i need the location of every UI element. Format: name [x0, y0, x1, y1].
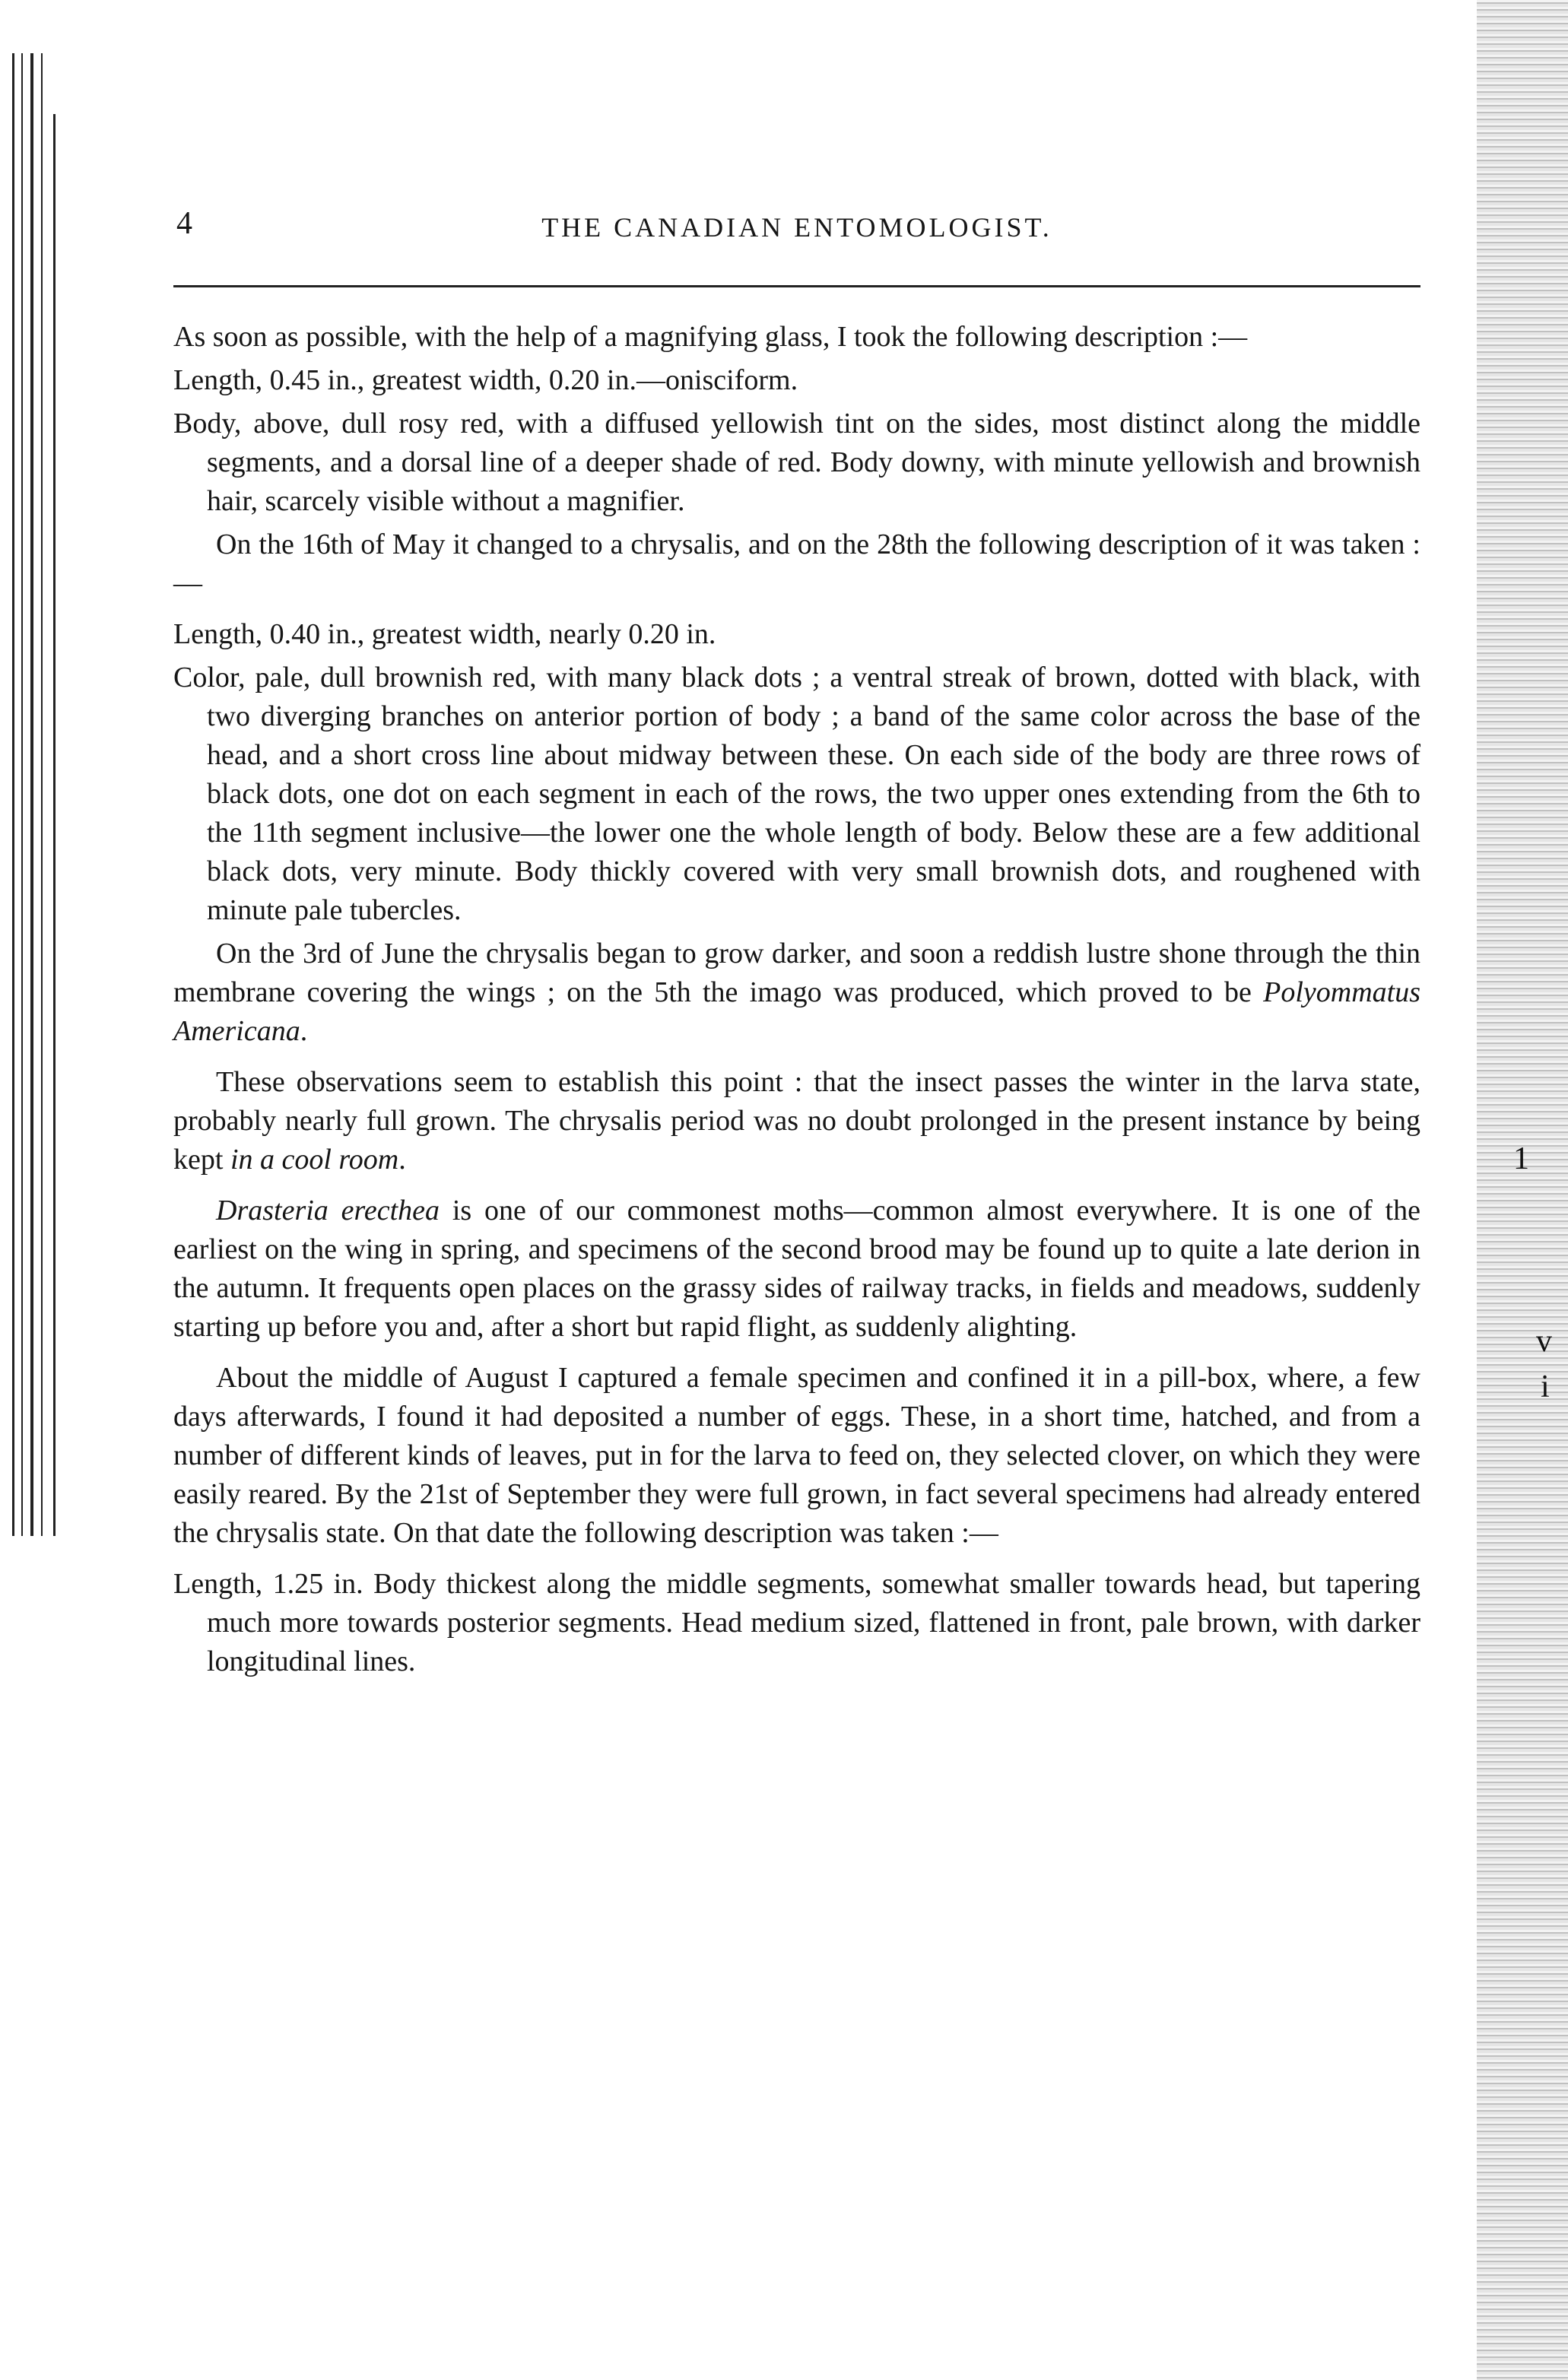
scan-page-edge [1477, 0, 1568, 2380]
species-name: Polyommatus Americana [173, 976, 1420, 1047]
header-rule [173, 285, 1420, 287]
species-name: Drasteria erecthea [216, 1195, 440, 1226]
article-body [173, 318, 1420, 1686]
paragraph: About the middle of August I captured a female specimen and confined it in a pill-box, where, a few days afterwards, I found it had deposited a number of eggs. These, in a short time, hatched, and from a number of different kinds of leaves, put in for the larva to feed on, they selected clover, on which they were easily reared. By the 21st of September they were full grown, in fact several specimens had already entered the chrysalis state. On that date the following description was taken :— [173, 1362, 1420, 1549]
margin-mark: 1 [1513, 1141, 1529, 1176]
paragraph: Color, pale, dull brownish red, with many black dots ; a ventral streak of brown, dotted with black, with two diverging branches on anterior portion of body ; a band of the same color across the base of the head, and a short cross line about midway between these. On each side of the body are three rows of black dots, one dot on each segment in each of the rows, the two upper ones extending from the 6th to the 11th segment inclusive—the lower one the whole length of body. Below these are a few additional black dots, very minute. Body thickly covered with very small brownish dots, and roughened with minute pale tubercles. [173, 662, 1420, 926]
page-header [173, 205, 1420, 251]
paragraph: On the 16th of May it changed to a chrysalis, and on the 28th the following description of it was taken :— [173, 528, 1420, 599]
margin-mark: i [1541, 1369, 1550, 1404]
scan-binding-edge [8, 53, 61, 1536]
paragraph: Length, 0.40 in., greatest width, nearly 0.20 in. [173, 618, 716, 650]
margin-mark: v [1536, 1324, 1552, 1359]
paragraph: Length, 1.25 in. Body thickest along the middle segments, somewhat smaller towards head, but tapering much more towards posterior segments. Head medium sized, flattened in front, pale brown, with darker longitudinal lines. [173, 1568, 1420, 1677]
page-number: 4 [176, 206, 192, 241]
paragraph: As soon as possible, with the help of a magnifying glass, I took the following description :— [173, 321, 1248, 353]
paragraph: Drasteria erecthea is one of our commonest moths—common almost everywhere. It is one of the earliest on the wing in spring, and specimens of the second brood may be found up to quite a late derion in the autumn. It frequents open places on the grassy sides of railway tracks, in fields and meadows, suddenly starting up before you and, after a short but rapid flight, as suddenly alighting. [173, 1195, 1420, 1343]
emphasis: in a cool room [230, 1144, 399, 1176]
paragraph: Body, above, dull rosy red, with a diffused yellowish tint on the sides, most distinct along the middle segments, and a dorsal line of a deeper shade of red. Body downy, with minute yellowish and brownish hair, scarcely visible without a magnifier. [173, 408, 1420, 517]
running-head: THE CANADIAN ENTOMOLOGIST. [541, 212, 1052, 243]
paragraph: These observations seem to establish this point : that the insect passes the winter in the larva state, probably nearly full grown. The chrysalis period was no doubt prolonged in the present instance by being kept in a cool room. [173, 1066, 1420, 1176]
paragraph: Length, 0.45 in., greatest width, 0.20 in.—onisciform. [173, 364, 798, 396]
paragraph: On the 3rd of June the chrysalis began to grow darker, and soon a reddish lustre shone through the thin membrane covering the wings ; on the 5th the imago was produced, which proved to be Polyommatus Americana. [173, 938, 1420, 1047]
